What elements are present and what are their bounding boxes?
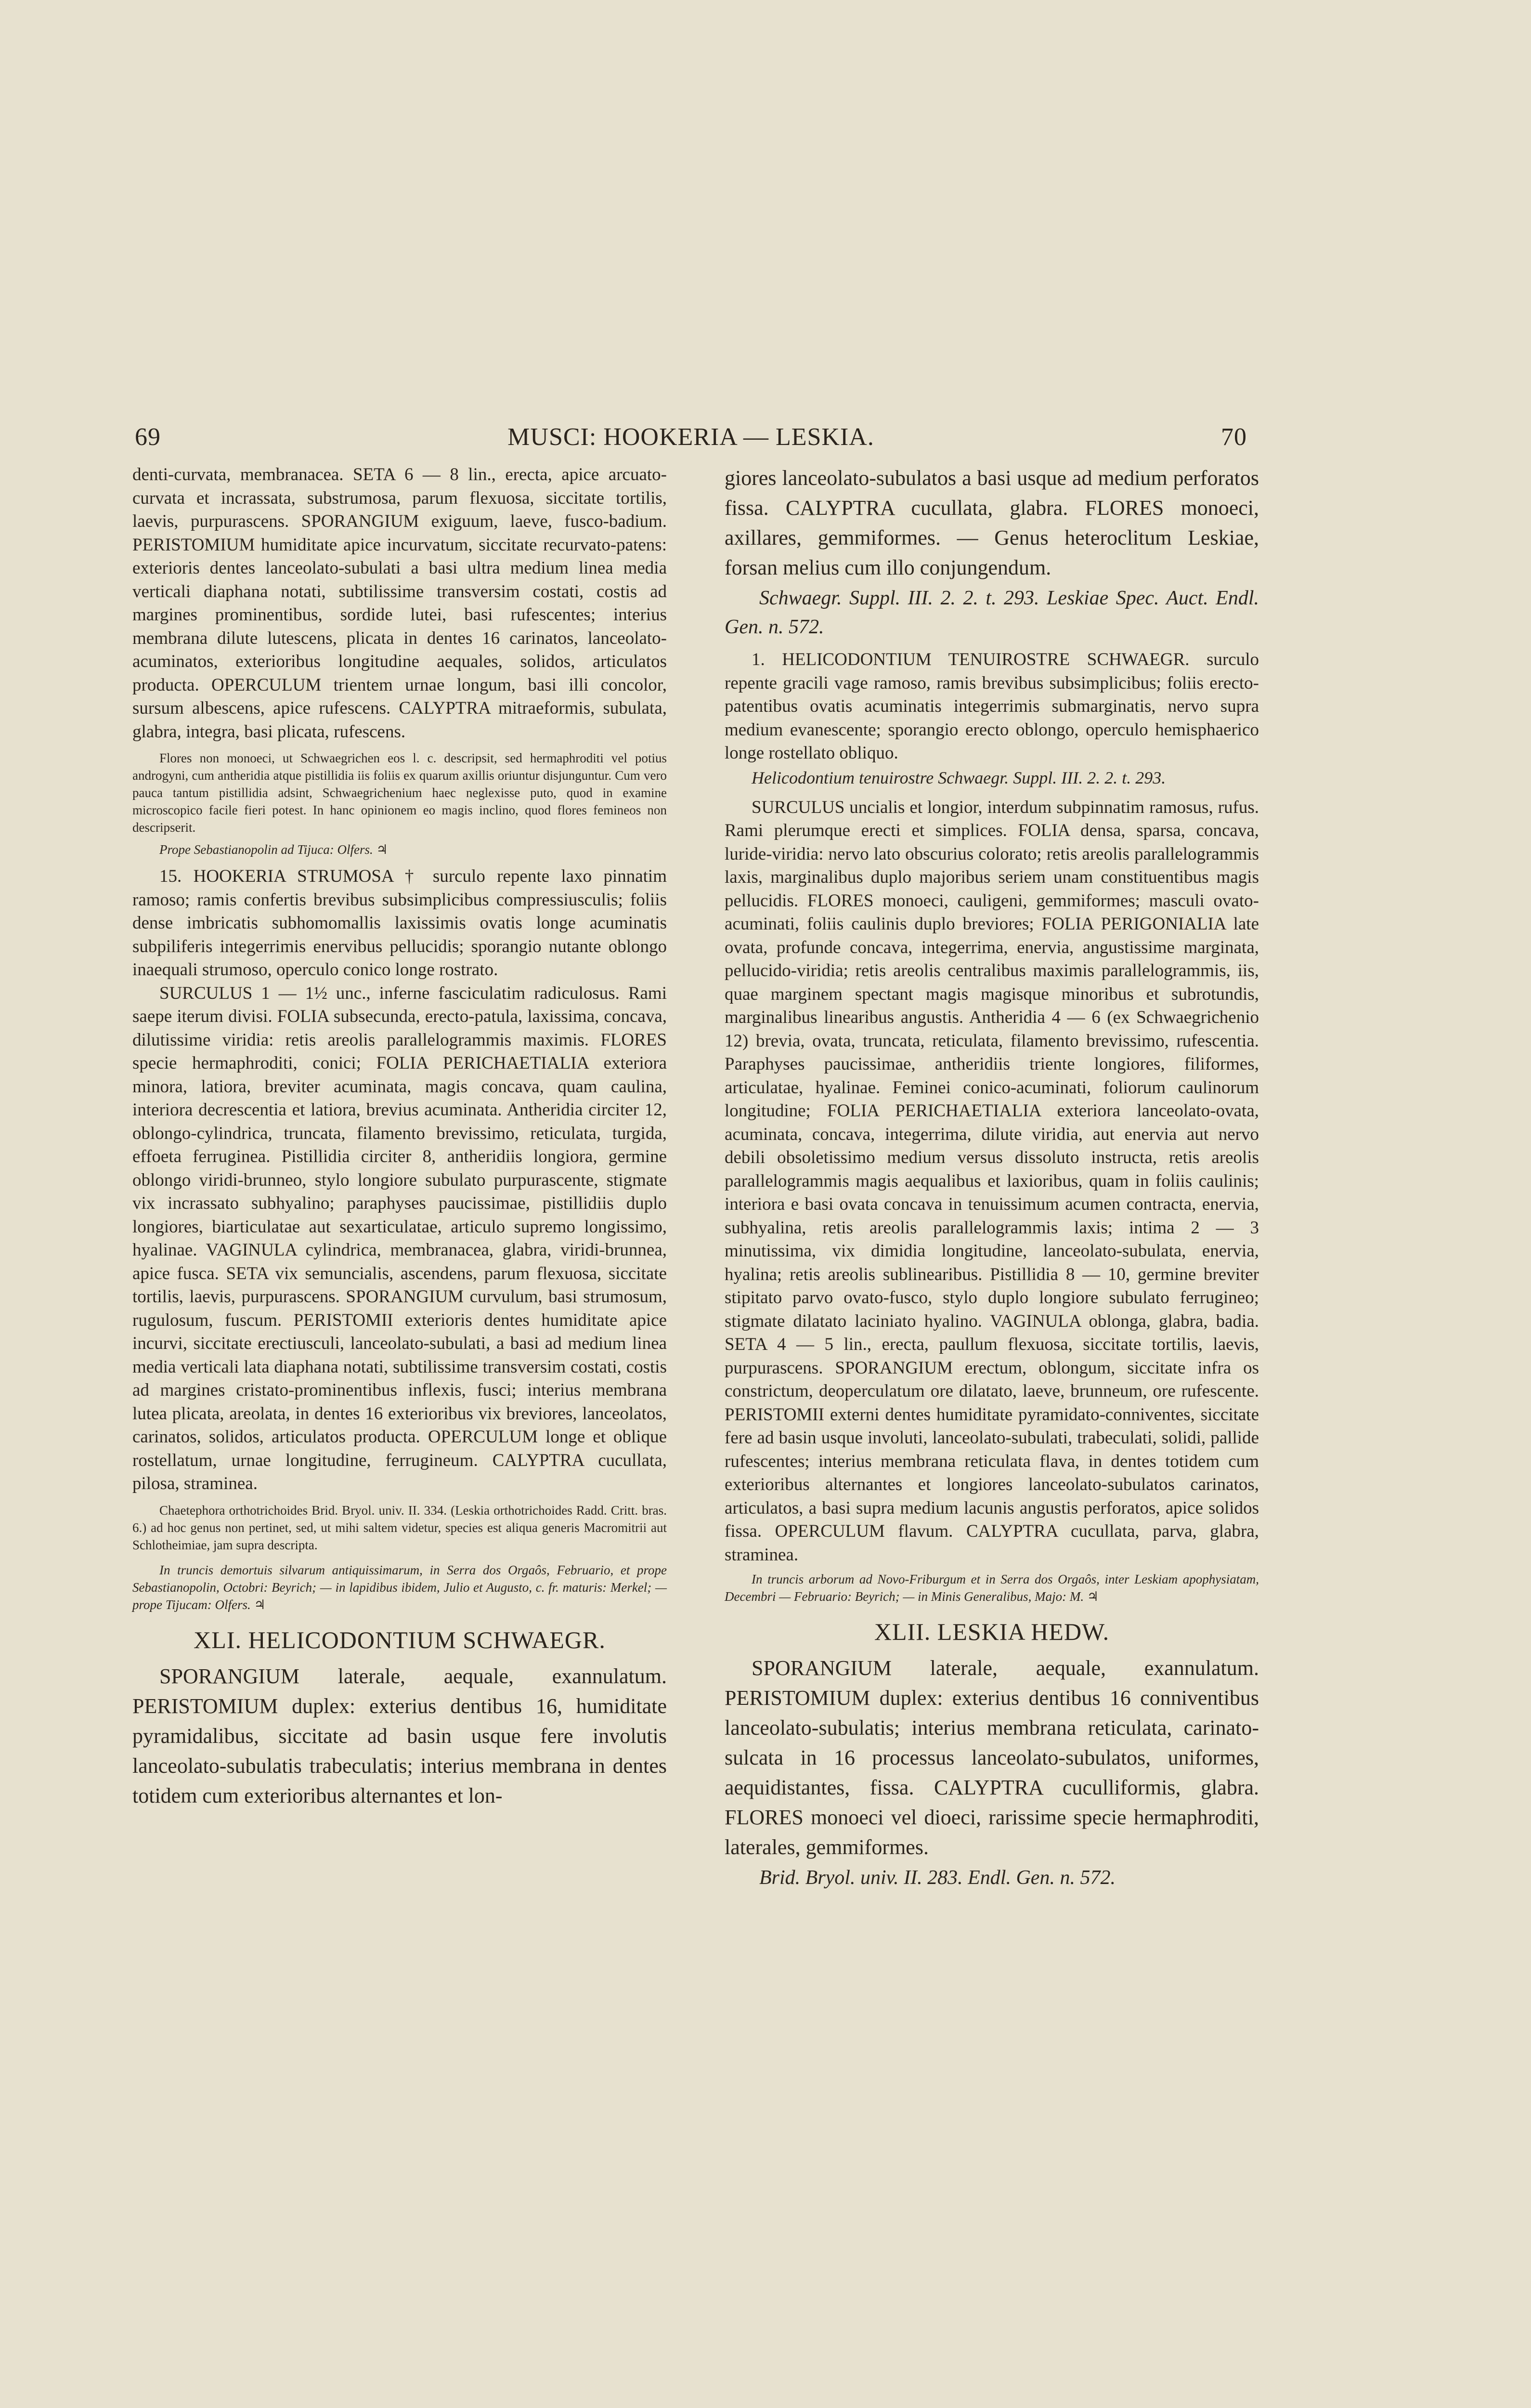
species-1-diagnosis: 1. HELICODONTIUM TENUIROSTRE SCHWAEGR. surculo repente gracili vage ramoso, ramis brevibus subsimplicibus; foliis erecto-patentibus ovatis acuminatis integerrimis submarginatis, nervo supra medium evanescente; sporangio erecto oblongo, operculo hemisphaerico longe rostellato obliquo. <box>725 650 1259 763</box>
habitat-species-1: In truncis arborum ad Novo-Friburgum et in Serra dos Orgaôs, inter Leskiam apophysiatam, Decembri — Februario: Beyrich; — in Minis Generalibus, Majo: M. ♃ <box>725 1572 1259 1604</box>
species-1-description: SURCULUS uncialis et longior, interdum subpinnatim ramosus, rufus. Rami plerumque erecti et simplices. FOLIA densa, sparsa, concava, luride-viridia: nervo lato obscurius colorato; retis areolis parallelogrammis laxis, marginalibus duplo majoribus seriem unam constituentibus magis pellucidis. FLORES monoeci, cauligeni, gemmiformes; masculi ovato-acuminati, foliis caulinis duplo breviores; FOLIA PERIGONIALIA late ovata, profunde concava, integerrima, enervia, angustissime marginata, pellucido-viridia; retis areolis centralibus maximis parallelogrammis, iis, quae marginem spectant magis magisque minoribus et subrotundis, marginalibus linearibus angustis. Antheridia 4 — 6 (ex Schwaegrichenio 12) brevia, ovata, truncata, reticulata, filamento brevissimo, rufescentia. Paraphyses paucissimae, antheridiis triente longiores, filiformes, articulatae, hyalinae. Feminei conico-acuminati, foliorum caulinorum longitudine; FOLIA PERICHAETIALIA exteriora lanceolato-ovata, acuminata, concava, integerrima, dilute viridia, aut enervia aut nervo debili obsoletissimo medium versus dissoluto instructa, retis areolis parallelogrammis magis aequalibus et laxioribus, quam in foliis caulinis; interiora e basi ovata concava in tenuissimum acumen contracta, enervia, subhyalina, retis areolis parallelogrammis laxis; intima 2 — 3 minutissima, vix dimidia longitudine, lanceolato-subulata, enervia, hyalina; retis areolis sublinearibus. Pistillidia 8 — 10, germine breviter stipitato parvo ovato-fusco, stylo duplo longiore subulato ferrugineo; stigmate dilatato laciniato hyalino. VAGINULA oblonga, glabra, badia. SETA 4 — 5 lin., erecta, paullum flexuosa, siccitate tortilis, laevis, purpurascens. SPORANGIUM erectum, oblongum, siccitate infra os constrictum, deoperculatum ore dilatato, laeve, brunneum, ore rufescente. PERISTOMII externi dentes humiditate pyramidato-conniventes, siccitate fere ad basin usque involuti, lanceolato-subulati, trabeculati, solidi, pallide rufescentes; interius membrana reticulata flava, in dentes totidem cum exterioribus alternantes et longiores lanceolato-subulatos carinatos, articulatos, a basi supra medium lacunis angustis perforatos, apice solidos fissa. OPERCULUM flavum. CALYPTRA cucullata, parva, glabra, straminea. <box>725 797 1259 1565</box>
genus-heading-42: XLII. LESKIA HEDW. <box>874 1618 1110 1645</box>
page-header <box>130 423 1252 457</box>
habitat-tijuca: Prope Sebastianopolin ad Tijuca: Olfers. ♃ <box>159 842 388 857</box>
species-15-description: SURCULUS 1 — 1½ unc., inferne fasciculatim radiculosus. Rami saepe iterum divisi. FOLIA subsecunda, erecto-patula, laxissima, concava, dilutissime viridia: retis areolis parallelogrammis maximis. FLORES specie hermaphroditi, conici; FOLIA PERICHAETIALIA exteriora minora, latiora, breviter acuminata, magis concava, quam caulina, interiora decrescentia et latiora, brevius acuminata. Antheridia circiter 12, oblongo-cylindrica, truncata, filamento brevissimo, reticulata, turgida, effoeta ferruginea. Pistillidia circiter 8, antheridiis longiora, germine oblongo viridi-brunneo, stylo longiore subulato purpurascente, stigmate vix incrassato subhyalino; paraphyses paucissimae, pistillidiis duplo longiores, biarticulatae aut sexarticulatae, articulo supremo longissimo, hyalinae. VAGINULA cylindrica, membranacea, glabra, viridi-brunnea, apice fusca. SETA vix semuncialis, ascendens, parum flexuosa, siccitate tortilis, laevis, purpurascens. SPORANGIUM curvulum, basi strumosum, rugulosum, fuscum. PERISTOMII exterioris dentes humiditate apice incurvi, siccitate erectiusculi, lanceolato-subulati, a basi ad medium linea media verticali lata diaphana notati, subtilissime transversim costati, costis ad margines cristato-prominentibus inflexis, fusci; interius membrana lutea plicata, areolata, in dentes 16 exterioribus vix breviores, lanceolatos, carinatos, solidos, articulatos producta. OPERCULUM longe et oblique rostellatum, urnae longitudine, ferrugineum. CALYPTRA cucullata, pilosa, straminea. <box>132 983 667 1493</box>
species-1-reference: Helicodontium tenuirostre Schwaegr. Suppl. III. 2. 2. t. 293. <box>752 768 1166 787</box>
description-continued: denti-curvata, membranacea. SETA 6 — 8 lin., erecta, apice arcuato-curvata et incrassata, substrumosa, parum flexuosa, siccitate tortilis, laevis, purpurascens. SPORANGIUM exiguum, laeve, fusco-badium. PERISTOMIUM humiditate apice incurvatum, siccitate recurvato-patens: exterioris dentes lanceolato-subulati a basi ultra medium linea media verticali diaphana notati, subtilissime transversim costati, costis ad margines prominentibus, sordide lutei, basi rufescentes; interius membrana dilute lutescens, plicata in dentes 16 carinatos, lanceolato-acuminatos, exterioribus longitudine aequales, solidos, articulatos producta. OPERCULUM trientem urnae longum, basi illi concolor, sursum albescens, apice rufescens. CALYPTRA mitraeformis, subulata, glabra, integra, basi plicata, rufescens. <box>132 465 667 742</box>
note-chaetephora: Chaetephora orthotrichoides Brid. Bryol. univ. II. 334. (Leskia orthotrichoides Radd. Critt. bras. 6.) ad hoc genus non pertinet, sed, ut mihi saltem videtur, species est aliqua generis Macromitrii aut Schlotheimiae, jam supra descripta. <box>132 1503 667 1552</box>
habitat-species-15: In truncis demortuis silvarum antiquissimarum, in Serra dos Orgaôs, Februario, et prope Sebastianopolin, Octobri: Beyrich; — in lapidibus ibidem, Julio et Augusto, c. fr. maturis: Merkel; — prope Tijucam: Olfers. ♃ <box>132 1562 667 1612</box>
genus-heading-41: XLI. HELICODONTIUM SCHWAEGR. <box>194 1626 606 1653</box>
genus-42-description: SPORANGIUM laterale, aequale, exannulatum. PERISTOMIUM duplex: exterius dentibus 16 conniventibus lanceolato-subulatis; interius membrana reticulata, carinato-sulcata in 16 processus lanceolato-subulatos, uniformes, aequidistantes, fissa. CALYPTRA cuculliformis, glabra. FLORES monoeci vel dioeci, rarissime specie hermaphroditi, laterales, gemmiformes. <box>725 1656 1259 1859</box>
genus-41-reference: Schwaegr. Suppl. III. 2. 2. t. 293. Leskiae Spec. Auct. Endl. Gen. n. 572. <box>725 587 1259 638</box>
genus-42-reference: Brid. Bryol. univ. II. 283. Endl. Gen. n. 572. <box>759 1867 1116 1889</box>
species-15-diagnosis: 15. HOOKERIA STRUMOSA † surculo repente laxo pinnatim ramoso; ramis confertis brevibus subsimplicibus compressiusculis; foliis dense imbricatis subhomomallis laxissimis ovatis longe acuminatis subpiliferis integerrimis enervibus pellucidis; sporangio nutante oblongo inaequali strumoso, operculo conico longe rostrato. <box>132 866 667 980</box>
right-column <box>725 463 1259 1896</box>
page-number-left: 69 <box>135 423 161 451</box>
note-flowers: Flores non monoeci, ut Schwaegrichen eos l. c. descripsit, sed hermaphroditi vel potius androgyni, cum antheridia atque pistillidia iis foliis ex quarum axillis oriuntur disjunguntur. Cum vero pauca tantum pistillidia adsint, Schwaegrichenium haec neglexisse puto, quod in examine microscopico facile fieri potest. In hanc opinionem eo magis inclino, quod flores femineos non descripserit. <box>132 751 667 835</box>
genus-41-description-continued: giores lanceolato-subulatos a basi usque ad medium perforatos fissa. CALYPTRA cucullata, glabra. FLORES monoeci, axillares, gemmiformes. — Genus heteroclitum Leskiae, forsan melius cum illo conjungendum. <box>725 466 1259 579</box>
left-column <box>132 463 667 1811</box>
running-title: MUSCI: HOOKERIA — LESKIA. <box>507 423 874 451</box>
page-number-right: 70 <box>1221 423 1247 451</box>
genus-41-description: SPORANGIUM laterale, aequale, exannulatum. PERISTOMIUM duplex: exterius dentibus 16, humiditate pyramidalibus, siccitate ad basin usque fere involutis lanceolato-subulatis trabeculatis; interius membrana in dentes totidem cum exterioribus alternantes et lon- <box>132 1664 667 1807</box>
